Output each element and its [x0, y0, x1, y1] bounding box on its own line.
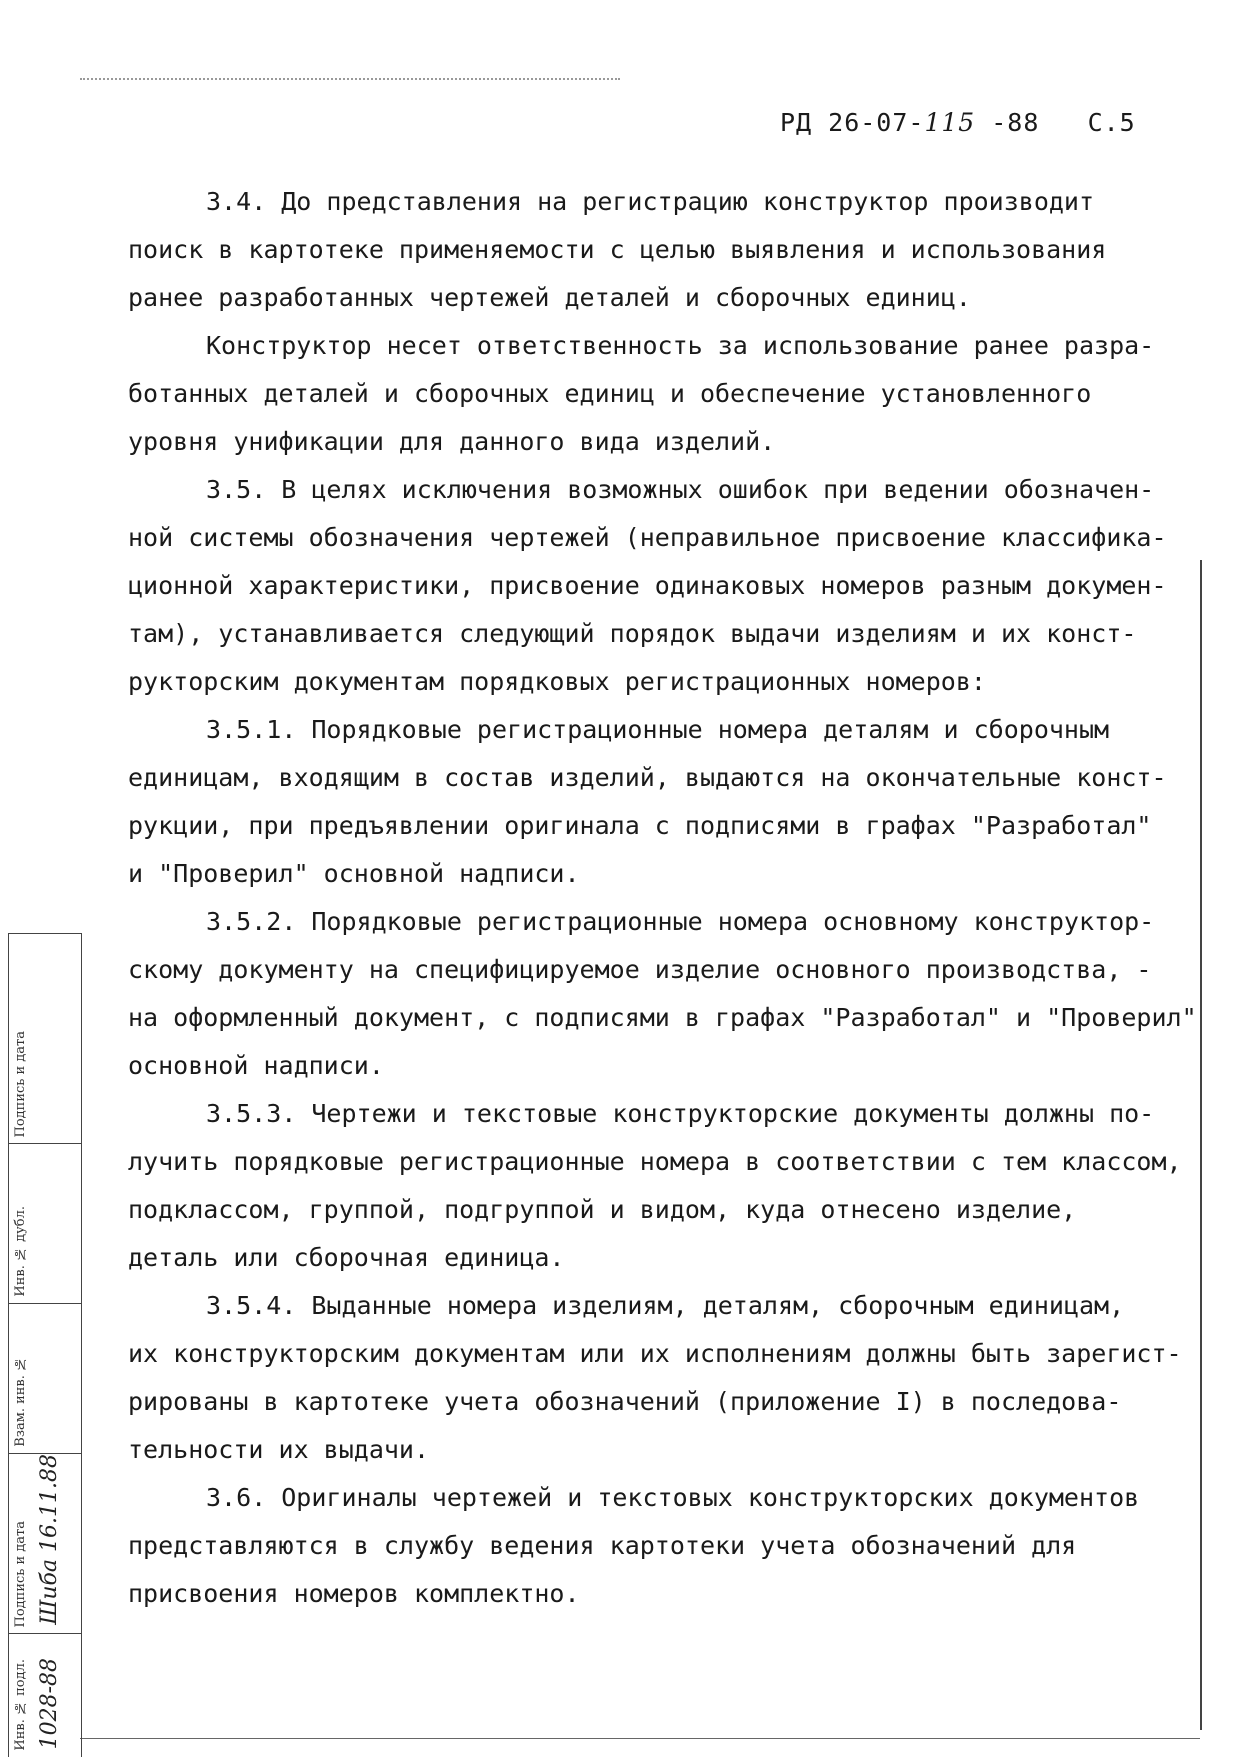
stamp-cell-signature-date-2 [9, 1453, 81, 1633]
text-line: ной системы обозначения чертежей (неправильное присвоение классифика- [128, 523, 1167, 552]
text-line: Конструктор несет ответственность за использование ранее разра- [206, 331, 1155, 360]
text-line: ранее разработанных чертежей деталей и сборочных единиц. [128, 283, 971, 312]
stamp-cell-replace-inv [9, 1303, 81, 1453]
text-line: 3.4. До представления на регистрацию конструктор производит [206, 187, 1095, 216]
stamp-handwritten-signature: Шиба 16.11.88 [37, 1454, 62, 1625]
bottom-margin-line [80, 1738, 1200, 1739]
doc-code-handwritten-number: 115 [924, 108, 976, 137]
text-line: единицам, входящим в состав изделий, выдаются на окончательные конст- [128, 763, 1167, 792]
stamp-cell-duplicate-inv [9, 1143, 81, 1303]
top-guide-line [80, 78, 620, 80]
text-line: деталь или сборочная единица. [128, 1243, 565, 1272]
text-line: рированы в картотеке учета обозначений (приложение I) в последова- [128, 1387, 1122, 1416]
doc-code-prefix: РД 26-07- [780, 108, 925, 137]
page-number: С.5 [1087, 108, 1136, 137]
text-line: рукторским документам порядковых регистрационных номеров: [128, 667, 986, 696]
stamp-label: Инв. № подл. [13, 1659, 28, 1751]
text-line: 3.5.3. Чертежи и текстовые конструкторские документы должны по- [206, 1099, 1155, 1128]
stamp-label: Подпись и дата [13, 1030, 28, 1137]
text-line: ботанных деталей и сборочных единиц и обеспечение установленного [128, 379, 1092, 408]
text-line: их конструкторским документам или их исполнениям должны быть зарегист- [128, 1339, 1182, 1368]
text-line: на оформленный документ, с подписями в графах "Разработал" и "Проверил" [128, 1003, 1197, 1032]
text-line: представляются в службу ведения картотеки учета обозначений для [128, 1531, 1077, 1560]
text-line: 3.5. В целях исключения возможных ошибок при ведении обозначен- [206, 475, 1155, 504]
text-line: присвоения номеров комплектно. [128, 1579, 580, 1608]
text-line: лучить порядковые регистрационные номера в соответствии с тем классом, [128, 1147, 1182, 1176]
stamp-handwritten-inv-number: 1028-88 [37, 1657, 62, 1749]
stamp-label: Подпись и дата [13, 1520, 28, 1627]
text-line: там), устанавливается следующий порядок выдачи изделиям и их конст- [128, 619, 1137, 648]
text-line: подклассом, группой, подгруппой и видом, куда отнесено изделие, [128, 1195, 1077, 1224]
text-line: ционной характеристики, присвоение одинаковых номеров разным докумен- [128, 571, 1167, 600]
text-line: 3.5.1. Порядковые регистрационные номера деталям и сборочным [206, 715, 1110, 744]
doc-code-suffix: -88 [991, 108, 1040, 137]
stamp-cell-original-inv [9, 1633, 81, 1757]
text-line: и "Проверил" основной надписи. [128, 859, 580, 888]
text-line: скому документу на специфицируемое изделие основного производства, - [128, 955, 1152, 984]
margin-stamp [8, 933, 82, 1757]
document-body [128, 178, 1198, 1618]
right-margin-line [1200, 560, 1202, 1730]
document-header [780, 108, 1136, 137]
text-line: 3.5.4. Выданные номера изделиям, деталям, сборочным единицам, [206, 1291, 1125, 1320]
text-line: рукции, при предъявлении оригинала с подписями в графах "Разработал" [128, 811, 1152, 840]
text-line: поиск в картотеке применяемости с целью выявления и использования [128, 235, 1107, 264]
text-line: 3.5.2. Порядковые регистрационные номера основному конструктор- [206, 907, 1155, 936]
text-line: тельности их выдачи. [128, 1435, 430, 1464]
text-line: 3.6. Оригиналы чертежей и текстовых конструкторских документов [206, 1483, 1140, 1512]
stamp-label: Инв. № дубл. [13, 1206, 28, 1297]
text-line: уровня унификации для данного вида изделий. [128, 427, 776, 456]
text-line: основной надписи. [128, 1051, 384, 1080]
stamp-cell-signature-date-1 [9, 933, 81, 1143]
stamp-label: Взам. инв. № [13, 1356, 28, 1447]
